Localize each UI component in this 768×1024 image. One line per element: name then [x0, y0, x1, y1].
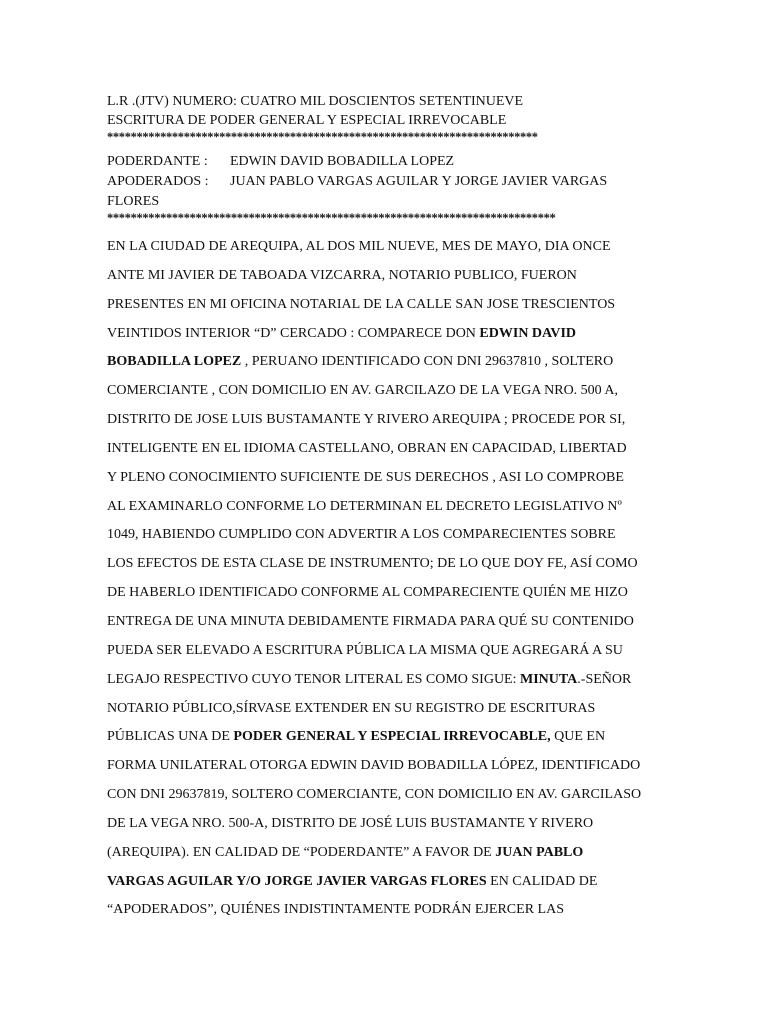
attorneys-names: JUAN PABLO VARGAS AGUILAR Y JORGE JAVIER VARGAS — [230, 174, 608, 189]
body-line: “APODERADOS”, QUIÉNES INDISTINTAMENTE PODRÁN EJERCER LAS — [107, 902, 564, 918]
body-line: PRESENTES EN MI OFICINA NOTARIAL DE LA CALLE SAN JOSE TRESCIENTOS — [107, 296, 616, 312]
body-line — [107, 839, 667, 868]
grantor-label: PODERDANTE : — [107, 154, 208, 169]
body-text: QUE EN — [550, 729, 606, 745]
minuta-heading-bold: MINUTA — [520, 671, 578, 687]
asterisk-divider-top: ************************************************************************* — [107, 130, 538, 144]
body-line — [107, 666, 667, 695]
body-line: INTELIGENTE EN EL IDIOMA CASTELLANO, OBRAN EN CAPACIDAD, LIBERTAD — [107, 440, 627, 456]
grantor-name: EDWIN DAVID BOBADILLA LOPEZ — [230, 154, 455, 169]
body-line — [107, 348, 667, 377]
body-text: , PERUANO IDENTIFICADO CON DNI 29637810 , SOLTERO — [241, 354, 614, 370]
body-line: DE LA VEGA NRO. 500-A, DISTRITO DE JOSÉ LUIS BUSTAMANTE Y RIVERO — [107, 815, 594, 831]
body-line — [107, 868, 667, 897]
body-line — [107, 320, 667, 349]
grantor-surname-bold: BOBADILLA LOPEZ — [107, 354, 242, 370]
grantor-name-bold: EDWIN DAVID — [479, 325, 577, 341]
deed-type-bold: PODER GENERAL Y ESPECIAL IRREVOCABLE, — [233, 729, 551, 745]
body-text: LEGAJO RESPECTIVO CUYO TENOR LITERAL ES COMO SIGUE: — [107, 671, 520, 687]
body-line: COMERCIANTE , CON DOMICILIO EN AV. GARCILAZO DE LA VEGA NRO. 500 A, — [107, 383, 619, 399]
body-text: VEINTIDOS INTERIOR “D” CERCADO : COMPARECE DON — [107, 325, 480, 341]
body-line: 1049, HABIENDO CUMPLIDO CON ADVERTIR A LOS COMPARECIENTES SOBRE — [107, 527, 616, 543]
body-text: .-SEÑOR — [577, 671, 632, 687]
body-text: PÚBLICAS UNA DE — [107, 729, 234, 745]
body-line: CON DNI 29637819, SOLTERO COMERCIANTE, CON DOMICILIO EN AV. GARCILASO — [107, 787, 642, 803]
registry-number-line: L.R .(JTV) NUMERO: CUATRO MIL DOSCIENTOS SETENTINUEVE — [107, 94, 524, 109]
deed-title-line: ESCRITURA DE PODER GENERAL Y ESPECIAL IRREVOCABLE — [107, 113, 507, 128]
body-line: ANTE MI JAVIER DE TABOADA VIZCARRA, NOTARIO PUBLICO, FUERON — [107, 267, 577, 283]
asterisk-divider-bottom: **************************************************************************** — [107, 211, 556, 225]
body-text: (AREQUIPA). EN CALIDAD DE “PODERDANTE” A FAVOR DE — [107, 844, 496, 860]
body-line — [107, 723, 667, 752]
body-line: DE HABERLO IDENTIFICADO CONFORME AL COMPARECIENTE QUIÉN ME HIZO — [107, 585, 628, 601]
body-line: Y PLENO CONOCIMIENTO SUFICIENTE DE SUS DERECHOS , ASI LO COMPROBE — [107, 469, 624, 485]
body-line: LOS EFECTOS DE ESTA CLASE DE INSTRUMENTO; DE LO QUE DOY FE, ASÍ COMO — [107, 556, 638, 572]
body-text: EN CALIDAD DE — [486, 873, 598, 889]
body-line: AL EXAMINARLO CONFORME LO DETERMINAN EL DECRETO LEGISLATIVO Nº — [107, 498, 622, 514]
deed-body — [107, 233, 667, 925]
attorneys-label: APODERADOS : — [107, 174, 209, 189]
attorneys-names-bold: VARGAS AGUILAR Y/O JORGE JAVIER VARGAS FLORES — [107, 873, 487, 889]
body-line: PUEDA SER ELEVADO A ESCRITURA PÚBLICA LA MISMA QUE AGREGARÁ A SU — [107, 642, 623, 658]
attorneys-row — [107, 172, 607, 192]
attorney-name-bold: JUAN PABLO — [495, 844, 584, 860]
body-line: FORMA UNILATERAL OTORGA EDWIN DAVID BOBADILLA LÓPEZ, IDENTIFICADO — [107, 758, 641, 774]
body-line: ENTREGA DE UNA MINUTA DEBIDAMENTE FIRMADA PARA QUÉ SU CONTENIDO — [107, 613, 634, 629]
attorneys-names-continued: FLORES — [107, 194, 160, 209]
body-line: DISTRITO DE JOSE LUIS BUSTAMANTE Y RIVERO AREQUIPA ; PROCEDE POR SI, — [107, 412, 626, 428]
grantor-row — [107, 152, 454, 172]
body-line: EN LA CIUDAD DE AREQUIPA, AL DOS MIL NUEVE, MES DE MAYO, DIA ONCE — [107, 239, 611, 254]
body-line: NOTARIO PÚBLICO,SÍRVASE EXTENDER EN SU REGISTRO DE ESCRITURAS — [107, 700, 596, 716]
